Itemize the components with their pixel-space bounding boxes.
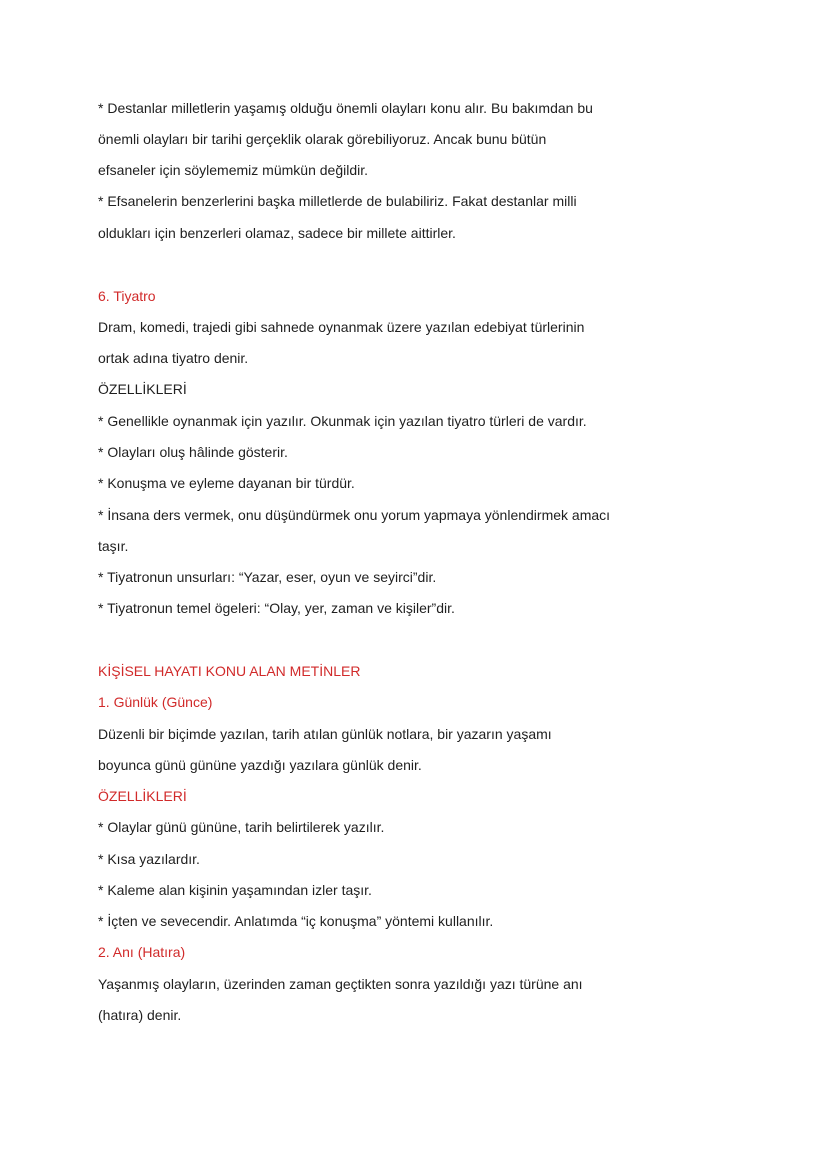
bullet-item: * Tiyatronun temel ögeleri: “Olay, yer, zaman ve kişiler”dir. <box>98 600 455 616</box>
section-heading: 6. Tiyatro <box>98 288 156 304</box>
bullet-item: * Konuşma ve eyleme dayanan bir türdür. <box>98 475 355 491</box>
section-heading: 1. Günlük (Günce) <box>98 694 213 710</box>
paragraph-line: önemli olayları bir tarihi gerçeklik olarak görebiliyoruz. Ancak bunu bütün <box>98 131 547 147</box>
paragraph-line: ortak adına tiyatro denir. <box>98 350 249 366</box>
bullet-item: * Genellikle oynanmak için yazılır. Okunmak için yazılan tiyatro türleri de vardır. <box>98 413 587 429</box>
bullet-item: * İnsana ders vermek, onu düşündürmek onu yorum yapmaya yönlendirmek amacı <box>98 507 611 523</box>
paragraph-line: * Efsanelerin benzerlerini başka milletlerde de bulabiliriz. Fakat destanlar milli <box>98 193 577 209</box>
bullet-item: * İçten ve sevecendir. Anlatımda “iç konuşma” yöntemi kullanılır. <box>98 913 494 929</box>
paragraph-line: Dram, komedi, trajedi gibi sahnede oynanmak üzere yazılan edebiyat türlerinin <box>98 319 585 335</box>
section-heading: 2. Anı (Hatıra) <box>98 944 186 960</box>
paragraph-line: Yaşanmış olayların, üzerinden zaman geçtikten sonra yazıldığı yazı türüne anı <box>98 976 583 992</box>
paragraph-line: efsaneler için söylememiz mümkün değildir. <box>98 162 368 178</box>
section-heading: KİŞİSEL HAYATI KONU ALAN METİNLER <box>98 663 361 679</box>
paragraph-line: (hatıra) denir. <box>98 1007 182 1023</box>
bullet-item: * Kaleme alan kişinin yaşamından izler taşır. <box>98 882 372 898</box>
bullet-item: * Kısa yazılardır. <box>98 851 200 867</box>
bullet-item: * Tiyatronun unsurları: “Yazar, eser, oyun ve seyirci”dir. <box>98 569 437 585</box>
paragraph-line: boyunca günü gününe yazdığı yazılara günlük denir. <box>98 757 422 773</box>
subheading: ÖZELLİKLERİ <box>98 381 187 397</box>
paragraph-line: * Destanlar milletlerin yaşamış olduğu önemli olayları konu alır. Bu bakımdan bu <box>98 100 593 116</box>
bullet-item: * Olaylar günü gününe, tarih belirtilerek yazılır. <box>98 819 385 835</box>
paragraph-line: oldukları için benzerleri olamaz, sadece bir millete aittirler. <box>98 225 456 241</box>
bullet-item: * Olayları oluş hâlinde gösterir. <box>98 444 288 460</box>
bullet-item-continuation: taşır. <box>98 538 129 554</box>
subheading: ÖZELLİKLERİ <box>98 788 187 804</box>
paragraph-line: Düzenli bir biçimde yazılan, tarih atılan günlük notlara, bir yazarın yaşamı <box>98 726 552 742</box>
